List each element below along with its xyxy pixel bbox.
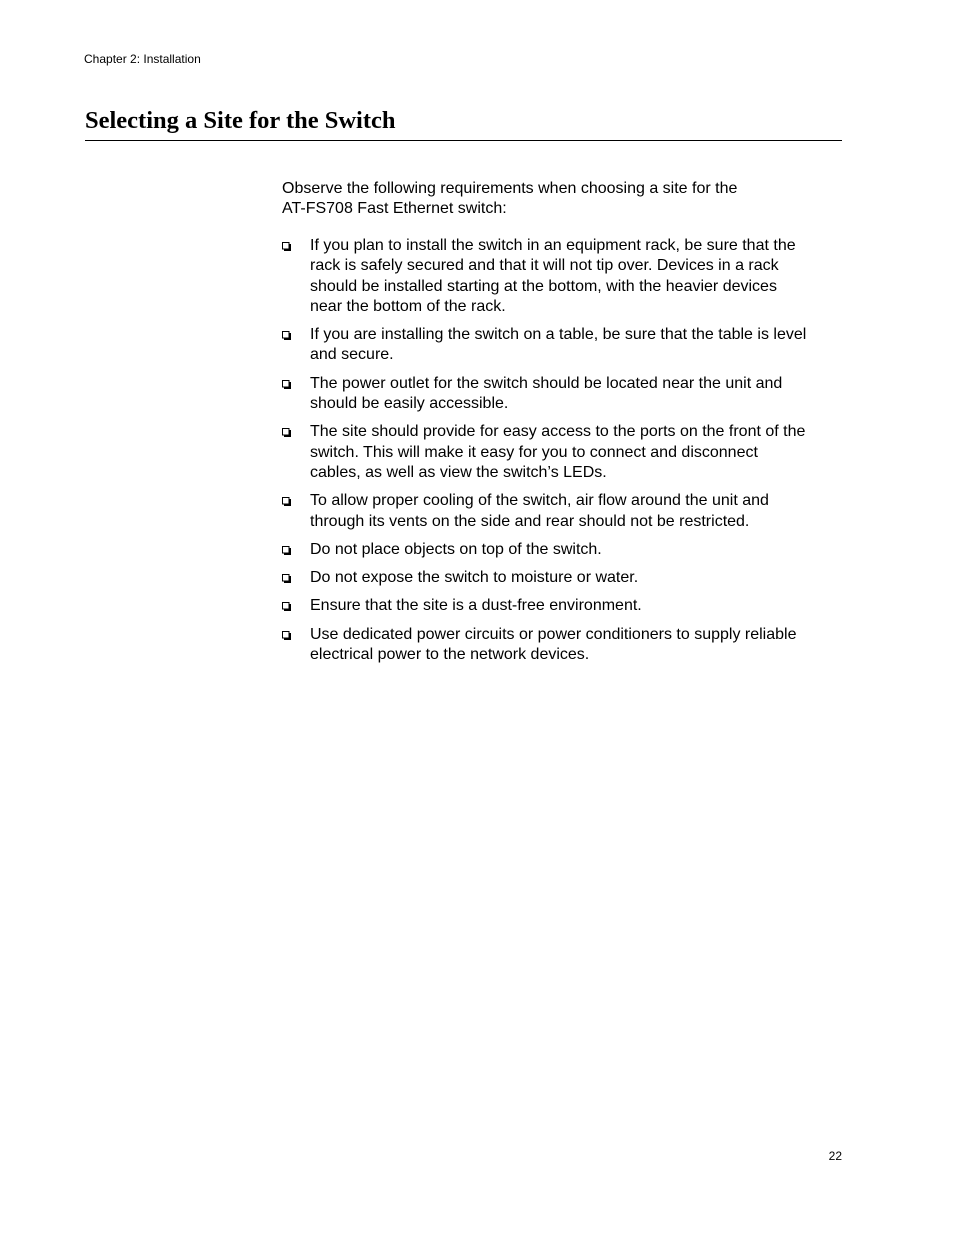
requirement-item [282,625,844,666]
requirement-text-line: electrical power to the network devices. [310,646,590,664]
intro-line: AT-FS708 Fast Ethernet switch: [282,200,507,217]
requirement-text-line: should be installed starting at the bottom, with the heavier devices [310,277,777,295]
intro-line: Observe the following requirements when choosing a site for the [282,180,738,197]
open-square-bullet-icon [282,242,291,251]
requirement-text-line: and secure. [310,346,394,364]
requirement-item [282,491,844,532]
requirement-text-line: switch. This will make it easy for you to connect and disconnect [310,443,758,461]
open-square-bullet-icon [282,602,291,611]
open-square-bullet-icon [282,574,291,583]
requirement-text-line: Do not expose the switch to moisture or water. [310,569,639,587]
requirement-text-line: To allow proper cooling of the switch, air flow around the unit and [310,492,769,510]
requirement-text-line: Do not place objects on top of the switch. [310,540,602,558]
requirement-text-line: If you plan to install the switch in an equipment rack, be sure that the [310,237,796,254]
section-title: Selecting a Site for the Switch [85,107,396,134]
requirement-text-line: near the bottom of the rack. [310,297,506,315]
requirement-item [282,596,844,616]
requirement-item [282,325,844,366]
intro-paragraph [282,179,842,219]
requirement-item [282,236,844,317]
requirement-item [282,540,844,560]
requirement-item [282,422,844,483]
running-header: Chapter 2: Installation [84,52,201,66]
open-square-bullet-icon [282,331,291,340]
requirement-text-line: through its vents on the side and rear should not be restricted. [310,512,750,530]
requirement-text-line: The site should provide for easy access to the ports on the front of the [310,423,806,441]
open-square-bullet-icon [282,497,291,506]
requirements-list [282,236,844,673]
requirement-text-line: If you are installing the switch on a table, be sure that the table is level [310,326,807,344]
requirement-text-line: should be easily accessible. [310,395,509,413]
requirement-item [282,374,844,415]
title-rule [85,140,842,141]
requirement-item [282,568,844,588]
open-square-bullet-icon [282,631,291,640]
open-square-bullet-icon [282,380,291,389]
requirement-text-line: Use dedicated power circuits or power conditioners to supply reliable [310,625,797,643]
requirement-text-line: Ensure that the site is a dust-free environment. [310,597,642,615]
page-number: 22 [828,1149,842,1163]
requirement-text-line: The power outlet for the switch should be located near the unit and [310,374,783,392]
open-square-bullet-icon [282,428,291,437]
requirement-text-line: rack is safely secured and that it will not tip over. Devices in a rack [310,257,779,275]
requirement-text-line: cables, as well as view the switch’s LEDs. [310,463,607,481]
open-square-bullet-icon [282,546,291,555]
